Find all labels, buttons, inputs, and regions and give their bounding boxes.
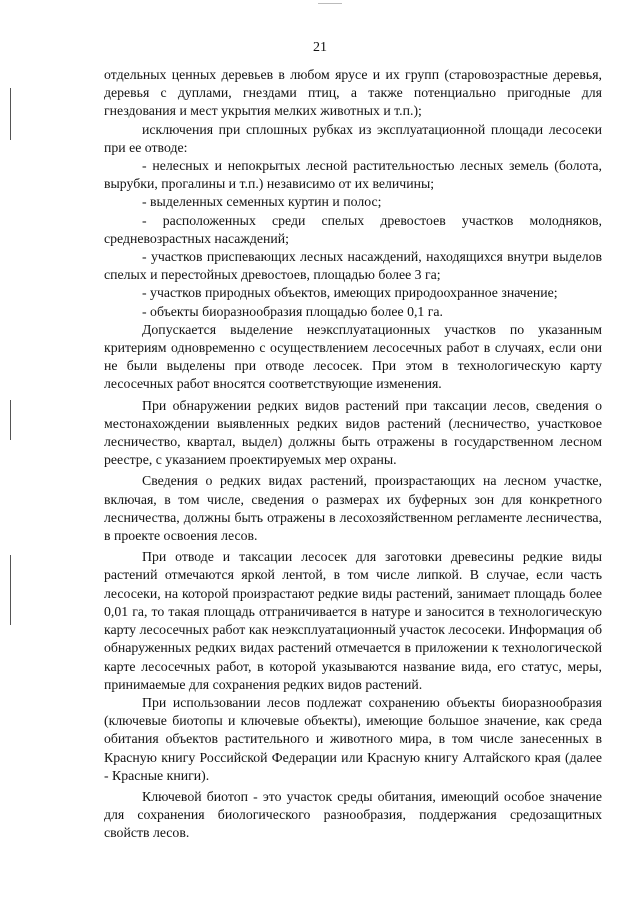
scan-edge-mark bbox=[10, 555, 11, 625]
list-item: - нелесных и непокрытых лесной растительностью лесных земель (болота, вырубки, прогалины и т.п.) независимо от их величины; bbox=[104, 158, 602, 192]
list-item: - участков природных объектов, имеющих природоохранное значение; bbox=[142, 285, 558, 301]
document-body bbox=[104, 66, 602, 843]
paragraph: исключения при сплошных рубках из эксплуатационной площади лесосеки при ее отводе: bbox=[104, 121, 602, 155]
paragraph: При обнаружении редких видов растений при таксации лесов, сведения о местонахождении выявленных редких видов растений (лесничество, участковое лесничество, квартал, выдел) должны быть отражены в государственном лесном реестре, с указанием проектируемых мер охраны. bbox=[104, 397, 602, 468]
scan-artifact bbox=[318, 3, 342, 4]
list-item: - участков приспевающих лесных насаждений, находящихся внутри выделов спелых и перестойных древостоев, площадью более 3 га; bbox=[104, 249, 602, 283]
paragraph: Сведения о редких видах растений, произрастающих на лесном участке, включая, в том числе, сведения о размерах их буферных зон для конкретного лесничества, должны быть отражены в лесохозяйственном регламенте лесничества, в проекте освоения лесов. bbox=[104, 473, 602, 544]
scan-edge-mark bbox=[10, 400, 11, 440]
page-number: 21 bbox=[313, 40, 327, 55]
paragraph: Допускается выделение неэксплуатационных участков по указанным критериям одновременно с осуществлением лесосечных работ в случаях, если они не были выделены при отводе лесосек. При этом в технологическую карту лесосечных работ вносятся соответствующие изменения. bbox=[104, 321, 602, 392]
list-item: - выделенных семенных куртин и полос; bbox=[142, 194, 382, 210]
paragraph: При использовании лесов подлежат сохранению объекты биоразнообразия (ключевые биотопы и ключевые объекты), имеющие большое значение, как среда обитания объектов растительного и животного мира, в том числе занесенных в Красную книгу Российской Федерации или Красную книгу Алтайского края (далее - Красные книги). bbox=[104, 694, 602, 783]
list-item: - объекты биоразнообразия площадью более 0,1 га. bbox=[142, 303, 443, 319]
paragraph: Ключевой биотоп - это участок среды обитания, имеющий особое значение для сохранения биологического разнообразия, поддержания средозащитных свойств лесов. bbox=[104, 788, 602, 841]
paragraph: отдельных ценных деревьев в любом ярусе и их групп (старовозрастные деревья, деревья с дуплами, гнездами птиц, а также потенциально пригодные для гнездования и мест укрытия мелких животных и т.п.); bbox=[104, 67, 602, 119]
paragraph: При отводе и таксации лесосек для заготовки древесины редкие виды растений отмечаются яркой лентой, в том числе липкой. В случае, если часть лесосеки, на которой произрастают редкие виды растений, занимает площадь более 0,01 га, то такая площадь отграничивается в натуре и заносится в технологическую карту лесосечных работ как неэксплуатационный участок лесосеки. Информация об обнаруженных редких видах растений отмечается в приложении к технологической карте лесосечных работ, в которой указываются название вида, его статус, меры, принимаемые для сохранения редких видов растений. bbox=[104, 549, 602, 692]
scan-edge-mark bbox=[10, 88, 11, 140]
list-item: - расположенных среди спелых древостоев участков молодняков, средневозрастных насаждений; bbox=[104, 212, 602, 246]
